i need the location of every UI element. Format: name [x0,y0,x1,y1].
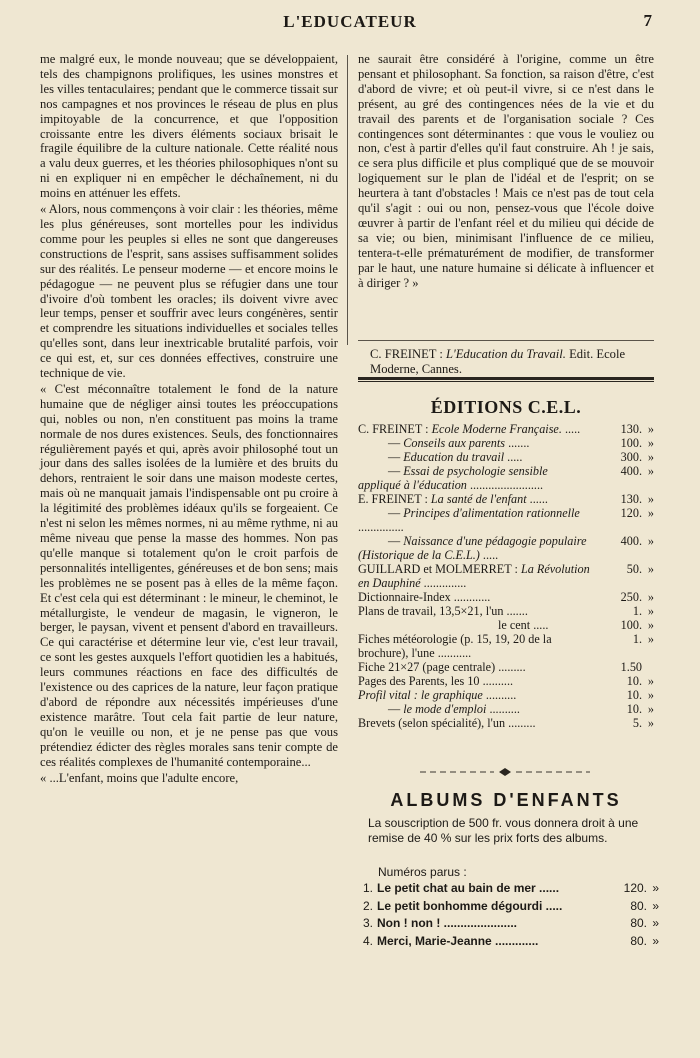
catalog-title: Fiche 21×27 (page centrale) [358,660,496,674]
catalog-dots: ........... [434,646,472,660]
catalog-price: 100. [620,436,642,450]
catalog-author: — [388,450,404,464]
catalog-title: Dictionnaire-Index [358,590,451,604]
catalog-entry [358,436,592,450]
catalog-price: 50. [626,562,642,576]
citation-publisher: Edit. Ecole Moderne, Cannes. [370,347,626,376]
catalog-title: le cent [498,618,531,632]
album-price: 80. [630,933,647,948]
catalog-title: Essai de psychologie sensible appliqué à l'éducation [358,464,548,492]
catalog-dots: ..... [530,618,549,632]
catalog-row [358,450,654,464]
catalog-unit: » [647,674,654,688]
catalog-entry [358,632,592,660]
catalog-dots: ...... [526,492,548,506]
catalog-entry [358,506,592,534]
catalog-unit: » [647,436,654,450]
catalog-row [358,422,654,436]
catalog-dots: ............ [450,590,491,604]
catalog-unit: » [647,632,654,646]
catalog-author: C. FREINET : [358,422,432,436]
catalog-title: le mode d'emploi [403,702,487,716]
catalog-price: 1. [632,632,642,646]
catalog-author: GUILLARD et MOLMERRET : [358,562,521,576]
catalog-entry [358,716,592,730]
catalog-entry [358,702,592,716]
catalog-dots: .......... [482,688,517,702]
catalog-unit: » [647,562,654,576]
catalog-unit: » [647,506,654,520]
catalog-price: 5. [632,716,642,730]
catalog-unit: » [647,618,654,632]
catalog-entry [358,422,592,436]
catalog-row [358,590,654,604]
album-unit: » [652,933,659,948]
catalog-row [358,702,654,716]
album-row [363,915,659,933]
album-number: 1. [363,881,374,895]
catalog-entry [358,604,592,618]
catalog-row [358,464,654,492]
catalog-author: E. FREINET : [358,492,431,506]
paragraph: ne saurait être considéré à l'origine, comme un être pensant et philosophant. Sa fonction, sa raison d'être, c'est d'abord de vivre; et où peut-il vivre, si ce n'est dans le présent, au gré des contingences nées de la vie et du travail des parents et de l'organisation sociale ? Ces contingences sont déterminantes : que vous le vouliez ou non, c'est à partir d'elles qu'il faut construire. Ah ! je sais, ce sera plus difficile et plus compliqué que de se mouvoir logiquement sur le plan de l'idéal et de l'esprit; on se heurtera à tant d'obstacles ! Mais ce n'est pas de tout cela qu'il s'agit : oui ou non, pensez-vous que l'école doive œuvrer à partir de l'enfant réel et du milieu qui décide de sa vie; ou bien, minimisant l'influence de ce milieu, tentera-t-elle prématurément de modifier, de transformer par le haut, une nature humaine si délicate à influencer et à diriger ? » [358,52,654,290]
catalog-dots: ......... [495,660,526,674]
catalog-price: 10. [626,688,642,702]
catalog-entry [358,464,592,492]
albums-numeros-label: Numéros parus : [378,865,467,879]
catalog-price: 300. [620,450,642,464]
citation [358,340,654,377]
catalog-row [358,562,654,590]
paragraph: « ...L'enfant, moins que l'adulte encore, [40,770,239,785]
catalog-price: 1.50 [620,660,642,674]
catalog-title: Brevets (selon spécialité), l'un [358,716,506,730]
catalog-unit: » [647,534,654,548]
catalog-dots: ......... [505,716,536,730]
page-header [0,10,700,36]
citation-title: L'Education du Travail. [446,347,566,361]
catalog-title: La santé de l'enfant [430,492,527,506]
catalog-unit: » [647,422,654,436]
catalog-row [358,674,654,688]
catalog-unit: » [647,464,654,478]
page-number: 7 [643,11,652,30]
catalog-unit: » [647,716,654,730]
catalog-title: Education du travail [403,450,505,464]
album-row [363,933,659,951]
catalog-row [358,618,654,632]
citation-author: C. FREINET : [370,347,443,361]
catalog-dots: .......... [486,702,520,716]
album-unit: » [652,881,659,895]
catalog-row [358,632,654,660]
catalog-dots: ..... [561,422,581,436]
album-title: Le petit chat au bain de mer ...... [377,881,560,895]
catalog-dots: ............... [358,520,404,534]
editions-catalog [358,422,654,730]
catalog-entry [358,562,592,590]
catalog-price: 100. [620,618,642,632]
catalog-row [358,506,654,534]
catalog-title: Pages des Parents, les 10 [358,674,480,688]
catalog-title: Conseils aux parents [403,436,506,450]
catalog-price: 400. [620,464,642,478]
catalog-dots: ....... [505,436,530,450]
paragraph: me malgré eux, le monde nouveau; que se développaient, tels des champignons prolifiques, les usines monstres et les villes tentaculaires; pendant que le commerce tissait sur nos campagnes et nos provinces le réseau de plus en plus impitoyable de la concurrence, et que l'opposition croissante entre les divers éléments sociaux brisait le fragile équilibre de la culture nationale. Cette réalité nous a valu deux guerres, et les théories philosophiques n'ont su ni en expliquer ni en empêcher le déchaînement, ni du moins en atténuer les effets. [40,52,338,201]
album-title: Merci, Marie-Jeanne ............. [377,933,539,948]
column-divider [347,55,348,345]
catalog-price: 130. [620,422,642,436]
catalog-entry [358,534,592,562]
catalog-unit: » [647,590,654,604]
catalog-price: 10. [626,702,642,716]
album-unit: » [652,898,659,913]
album-row [363,880,659,898]
album-price: 120. [623,881,647,895]
catalog-price: 10. [626,674,642,688]
catalog-author: — [388,506,404,520]
album-price: 80. [630,916,647,930]
catalog-dots: ........................ [466,478,544,492]
catalog-title: Profil vital : le graphique [358,688,483,702]
catalog-unit: » [647,450,654,464]
catalog-unit: » [647,688,654,702]
catalog-author: — [388,702,404,716]
albums-title: ALBUMS D'ENFANTS [390,790,622,810]
section-rule [358,377,654,382]
albums-intro: La souscription de 500 fr. vous donnera droit à une remise de 40 % sur les prix forts des albums. [368,816,639,845]
catalog-title: Naissance d'une pédagogie populaire (Historique de la C.E.L.) [358,534,587,562]
album-number: 3. [363,916,374,930]
catalog-dots: .......... [479,674,514,688]
catalog-row [358,716,654,730]
catalog-dots: ....... [503,604,528,618]
catalog-author: — [388,436,404,450]
catalog-title: Fiches météorologie (p. 15, 19, 20 de la brochure), l'une [358,632,552,660]
album-unit: » [652,916,659,930]
catalog-price: 1. [632,604,642,618]
album-title: Non ! non ! ...................... [377,916,517,930]
paragraph: « C'est méconnaître totalement le fond de la nature humaine que de négliger ainsi toutes les préoccupations qui, nobles ou non, n'en constituent pas moins la trame normale de nos dures existences. Seuls, des fonctionnaires régulièrement payés et qui, après avoir philosophé tout un jour dans des salles isolées de la lumière et des bruits du dehors, rentraient le soir dans une maison modeste certes, mais où ne manquait jamais l'indispensable ont pu croire à la légitimité des problèmes idéaux qu'ils se forgeaient. Ce n'est ni selon les mêmes normes, ni au même rythme, ni au même niveau que pense la masse des hommes. Non pas qu'elle manque si totalement qu'on le croit parfois de personnalités intelligentes, généreuses et de bon sens; mais les problèmes ne se posent pas à elles de la même façon. Et c'est cela qui est déterminant : le mineur, le cheminot, le métallurgiste, le vendeur de magasin, le vigneron, le berger, le paysan, vivent et pensent d'abord en travailleurs. Ce qui caractérise et détermine leur vie, c'est leur travail, ce sont les gestes auxquels l'effort quotidien les a habitués, leurs communes réactions en face des difficultés de l'existence ou des caprices de la nature, leur façon pratique d'abord de répondre aux nécessités impérieuses d'une existence marâtre. Tout cela fait partie de leur nature, qu'on le veuille ou non, et je ne pense pas que vous prétendiez édicter des règles morales sans tenir compte de ces réalités complexes de l'humanité contemporaine... [40,381,338,769]
paragraph: « Alors, nous commençons à voir clair : les théories, même les plus généreuses, sont mortelles pour les individus comme pour les peuples si elles ne sont que dangereuses constructions de l'esprit, sans assises suffisamment solides sur des réalités. Le penseur moderne — et encore moins le pédagogue — ne peuvent plus se réfugier dans une tour d'ivoire d'où tombent les oracles; ils doivent vivre avec leur temps, penser et souffrir avec leurs congénères, sentir et comprendre les situations individuelles et sociales telles qu'elles sont, dans leur inextricable brutalité parfois, voir ce qui est, et, sur ces données effectives, construire une technique de vie. [40,202,338,381]
album-title: Le petit bonhomme dégourdi ..... [377,898,563,913]
right-column [358,52,654,291]
catalog-price: 130. [620,492,642,506]
catalog-unit: » [647,702,654,716]
left-column [40,52,338,785]
catalog-entry [358,618,592,632]
catalog-unit: » [647,604,654,618]
catalog-title: Principes d'alimentation rationnelle [403,506,580,520]
citation-rule [358,340,654,341]
catalog-title: Ecole Moderne Française. [431,422,562,436]
catalog-dots: ..... [479,548,499,562]
catalog-price: 250. [620,590,642,604]
catalog-entry [358,492,592,506]
albums-list [363,880,659,950]
album-price: 80. [630,898,647,913]
album-number: 4. [363,933,374,948]
ornament-divider [420,768,590,776]
catalog-entry [358,660,592,674]
running-title: L'EDUCATEUR [283,12,417,31]
catalog-row [358,688,654,702]
album-number: 2. [363,898,374,913]
catalog-title: Plans de travail, 13,5×21, l'un [358,604,504,618]
catalog-author: — [388,534,404,548]
catalog-price: 400. [620,534,642,548]
catalog-title: La Révolution en Dauphiné [358,562,590,590]
catalog-entry [358,688,592,702]
catalog-entry [358,450,592,464]
catalog-row [358,492,654,506]
catalog-unit: » [647,492,654,506]
catalog-price: 120. [620,506,642,520]
catalog-row [358,436,654,450]
catalog-row [358,534,654,562]
catalog-row [358,604,654,618]
catalog-dots: .............. [420,576,467,590]
catalog-dots: ..... [504,450,523,464]
catalog-entry [358,674,592,688]
catalog-entry [358,590,592,604]
catalog-author: — [388,464,404,478]
album-row [363,898,659,916]
catalog-row [358,660,654,674]
editions-title: ÉDITIONS C.E.L. [430,397,582,417]
